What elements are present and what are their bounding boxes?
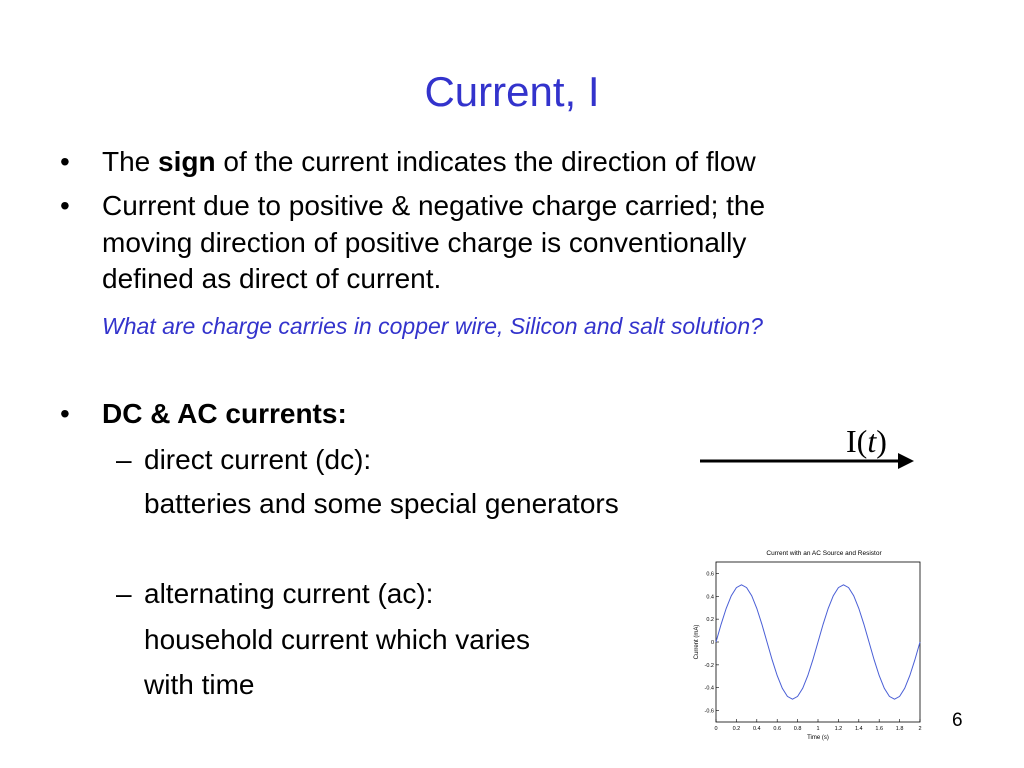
chart-xtick-label: 1 — [816, 726, 820, 732]
chart-xlabel: Time (s) — [807, 735, 829, 741]
bullet-dot: • — [60, 398, 70, 429]
chart-ytick-label: 0.6 — [706, 571, 714, 578]
bullet-dc-ac-heading: DC & AC currents: — [102, 398, 347, 429]
bullet-dot: • — [60, 146, 70, 177]
bullet-sign-text — [102, 146, 756, 178]
chart-xtick-label: 0.4 — [752, 726, 761, 732]
bullet-sign-bold: sign — [158, 146, 216, 177]
chart-ytick-label: 0.4 — [706, 594, 714, 601]
chart-xtick-label: 1.6 — [875, 726, 884, 732]
bullet-sign-pre: The — [102, 146, 159, 177]
ac-current-chart — [680, 546, 950, 744]
ac-label: alternating current (ac): — [144, 578, 434, 609]
current-symbol-I: I( — [846, 423, 868, 459]
bullet-sign-post: of the current indicates the direction of flow — [215, 146, 756, 177]
chart-xtick-label: 0.8 — [793, 726, 802, 732]
chart-xtick-label: 0.2 — [732, 726, 741, 732]
chart-xtick-label: 2 — [918, 726, 922, 732]
chart-ytick-label: -0.6 — [704, 708, 714, 715]
chart-ytick-label: -0.4 — [704, 685, 714, 692]
dc-description: batteries and some special generators — [144, 488, 619, 519]
sub-dash: – — [116, 578, 132, 609]
chart-ytick-label: 0.2 — [706, 617, 714, 624]
chart-xtick-label: 1.4 — [854, 726, 863, 732]
chart-xtick-label: 0.6 — [773, 726, 782, 732]
bullet-dot: • — [60, 190, 70, 221]
ac-description-line1: household current which varies — [144, 624, 530, 655]
chart-xtick-label: 1.8 — [895, 726, 904, 732]
dc-label: direct current (dc): — [144, 444, 372, 475]
chart-xtick-label: 1.2 — [834, 726, 843, 732]
chart-title: Current with an AC Source and Resistor — [766, 550, 882, 557]
bullet-current-line1: Current due to positive & negative charge carried; the — [102, 190, 766, 221]
chart-ytick-label: 0 — [710, 640, 714, 646]
bullet-current-line3: defined as direct of current. — [102, 263, 442, 294]
chart-ytick-label: -0.2 — [704, 662, 714, 669]
current-symbol-close: ) — [876, 423, 887, 459]
chart-ylabel: Current (mA) — [694, 624, 700, 660]
current-symbol-t: t — [867, 423, 877, 459]
sub-dash: – — [116, 444, 132, 475]
slide-title: Current, I — [424, 68, 600, 115]
dc-arrow-icon — [700, 450, 916, 472]
page-number: 6 — [952, 710, 963, 731]
charge-carriers-question: What are charge carries in copper wire, Silicon and salt solution? — [102, 313, 763, 339]
ac-description-line2: with time — [144, 669, 255, 700]
chart-xtick-label: 0 — [714, 726, 718, 732]
bullet-current-line2: moving direction of positive charge is conventionally — [102, 227, 747, 258]
